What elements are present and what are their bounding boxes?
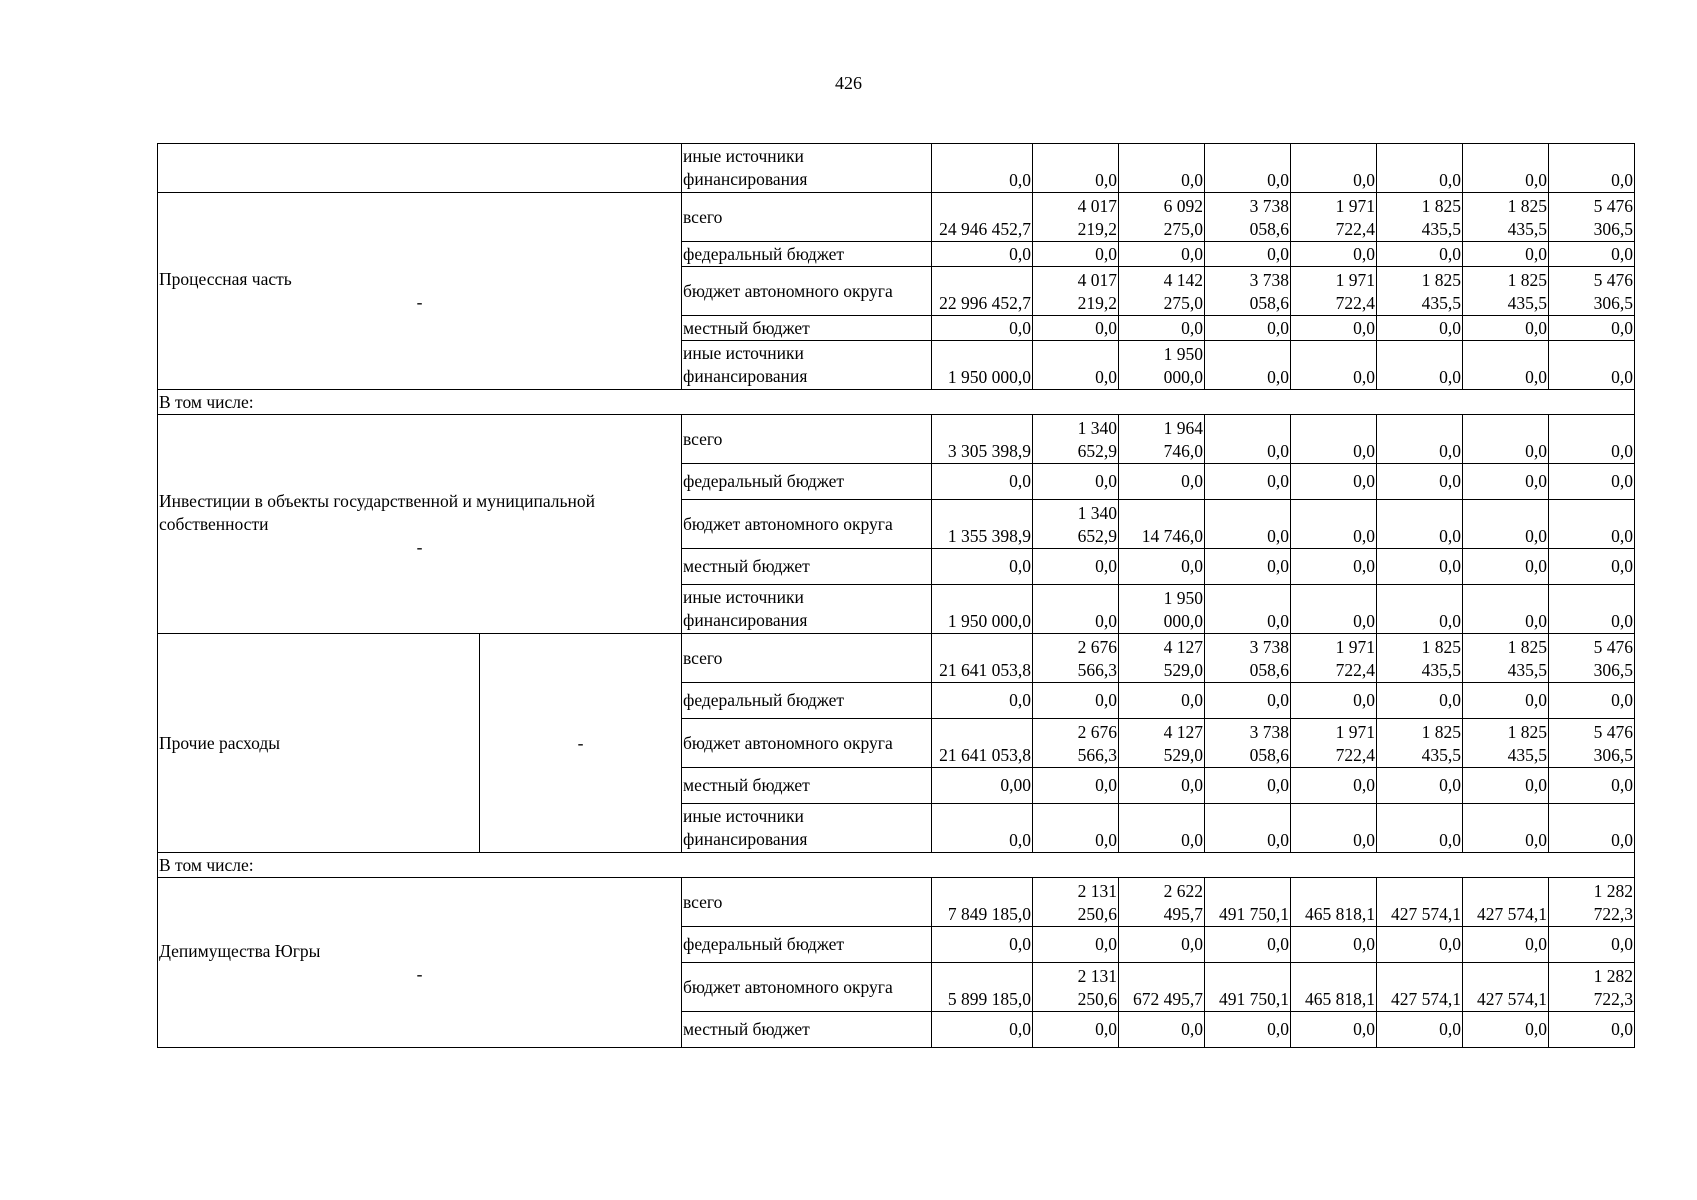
value-cell: 3 738 058,6 <box>1205 719 1291 768</box>
funding-source: местный бюджет <box>682 768 932 804</box>
value-cell: 0,0 <box>1033 242 1119 267</box>
value-cell: 0,0 <box>1291 341 1377 390</box>
funding-source: федеральный бюджет <box>682 927 932 963</box>
value-cell: 0,0 <box>1377 683 1463 719</box>
value-cell: 0,0 <box>932 1012 1033 1048</box>
executor-dash: - <box>416 536 423 557</box>
value-cell: 3 305 398,9 <box>932 415 1033 464</box>
value-cell: 0,0 <box>1549 683 1635 719</box>
value-cell: 0,0 <box>1377 242 1463 267</box>
value-cell: 1 340 652,9 <box>1033 500 1119 549</box>
value-cell: 0,0 <box>1291 927 1377 963</box>
value-cell: 0,0 <box>1119 549 1205 585</box>
value-cell: 1 971 722,4 <box>1291 267 1377 316</box>
value-cell: 0,0 <box>1205 500 1291 549</box>
value-cell: 0,0 <box>1377 768 1463 804</box>
funding-source: всего <box>682 415 932 464</box>
value-cell: 427 574,1 <box>1377 963 1463 1012</box>
value-cell: 22 996 452,7 <box>932 267 1033 316</box>
value-cell: 0,0 <box>1463 683 1549 719</box>
value-cell: 0,0 <box>1549 415 1635 464</box>
value-cell: 0,0 <box>932 804 1033 853</box>
funding-source: бюджет автономного округа <box>682 500 932 549</box>
program-name: Депимущества Югры <box>159 940 321 961</box>
value-cell: 0,0 <box>1119 683 1205 719</box>
value-cell: 1 825 435,5 <box>1463 719 1549 768</box>
value-cell: 1 950 000,0 <box>1119 585 1205 634</box>
funding-source: всего <box>682 878 932 927</box>
value-cell: 0,0 <box>1205 1012 1291 1048</box>
value-cell: 0,0 <box>1291 500 1377 549</box>
value-cell: 6 092 275,0 <box>1119 193 1205 242</box>
value-cell: 5 476 306,5 <box>1549 634 1635 683</box>
funding-source: федеральный бюджет <box>682 683 932 719</box>
value-cell: 0,0 <box>1463 242 1549 267</box>
program-name-cell <box>158 878 682 1048</box>
value-cell: 1 971 722,4 <box>1291 719 1377 768</box>
funding-source: всего <box>682 193 932 242</box>
value-cell: 0,0 <box>1549 341 1635 390</box>
value-cell: 0,0 <box>1033 804 1119 853</box>
table-row <box>158 144 1635 193</box>
value-cell: 465 818,1 <box>1291 963 1377 1012</box>
funding-source: иные источники финансирования <box>682 804 932 853</box>
value-cell: 7 849 185,0 <box>932 878 1033 927</box>
funding-source: иные источники финансирования <box>682 341 932 390</box>
table-row <box>158 878 1635 927</box>
value-cell: 2 131 250,6 <box>1033 963 1119 1012</box>
value-cell: 672 495,7 <box>1119 963 1205 1012</box>
value-cell: 0,0 <box>1377 144 1463 193</box>
value-cell: 0,0 <box>1549 316 1635 341</box>
value-cell: 0,0 <box>1549 804 1635 853</box>
value-cell: 1 340 652,9 <box>1033 415 1119 464</box>
value-cell: 0,0 <box>1291 415 1377 464</box>
value-cell: 1 825 435,5 <box>1463 267 1549 316</box>
value-cell: 1 825 435,5 <box>1377 267 1463 316</box>
table-row <box>158 853 1635 878</box>
value-cell: 0,0 <box>1119 316 1205 341</box>
value-cell: 0,0 <box>1463 585 1549 634</box>
value-cell: 0,0 <box>1033 1012 1119 1048</box>
value-cell: 0,0 <box>1549 768 1635 804</box>
value-cell: 0,0 <box>1549 927 1635 963</box>
value-cell: 4 017 219,2 <box>1033 193 1119 242</box>
value-cell: 0,0 <box>1291 144 1377 193</box>
table-row <box>158 634 1635 683</box>
funding-source: бюджет автономного округа <box>682 719 932 768</box>
value-cell: 0,0 <box>1033 144 1119 193</box>
value-cell: 0,0 <box>932 242 1033 267</box>
value-cell: 0,0 <box>1463 316 1549 341</box>
table-row <box>158 193 1635 242</box>
value-cell: 5 476 306,5 <box>1549 719 1635 768</box>
value-cell: 1 825 435,5 <box>1463 634 1549 683</box>
value-cell: 0,0 <box>1205 549 1291 585</box>
value-cell: 1 825 435,5 <box>1377 193 1463 242</box>
value-cell: 1 825 435,5 <box>1377 719 1463 768</box>
executor-dash: - <box>416 963 423 984</box>
value-cell: 0,0 <box>1463 500 1549 549</box>
value-cell: 0,0 <box>1033 585 1119 634</box>
executor-dash-cell: - <box>480 634 682 853</box>
funding-source: федеральный бюджет <box>682 242 932 267</box>
value-cell: 1 950 000,0 <box>932 585 1033 634</box>
value-cell: 21 641 053,8 <box>932 719 1033 768</box>
value-cell: 0,0 <box>1377 415 1463 464</box>
funding-source: местный бюджет <box>682 1012 932 1048</box>
value-cell: 0,0 <box>1291 1012 1377 1048</box>
page-number: 426 <box>835 73 862 93</box>
funding-source: федеральный бюджет <box>682 464 932 500</box>
value-cell: 0,0 <box>932 144 1033 193</box>
value-cell: 0,0 <box>1291 464 1377 500</box>
value-cell: 0,0 <box>1291 585 1377 634</box>
value-cell: 0,0 <box>1549 585 1635 634</box>
funding-source: иные источники финансирования <box>682 585 932 634</box>
value-cell: 0,0 <box>1463 415 1549 464</box>
table-row <box>158 390 1635 415</box>
value-cell: 0,0 <box>1463 341 1549 390</box>
program-name-cell <box>158 634 480 853</box>
value-cell: 427 574,1 <box>1463 878 1549 927</box>
value-cell: 3 738 058,6 <box>1205 193 1291 242</box>
value-cell: 0,0 <box>1205 415 1291 464</box>
value-cell: 0,0 <box>1463 144 1549 193</box>
value-cell: 0,0 <box>1033 341 1119 390</box>
value-cell: 4 127 529,0 <box>1119 719 1205 768</box>
value-cell: 0,0 <box>1205 927 1291 963</box>
value-cell: 0,0 <box>1463 464 1549 500</box>
funding-source: бюджет автономного округа <box>682 267 932 316</box>
value-cell: 0,0 <box>1377 804 1463 853</box>
value-cell: 0,0 <box>1291 768 1377 804</box>
value-cell: 21 641 053,8 <box>932 634 1033 683</box>
value-cell: 427 574,1 <box>1463 963 1549 1012</box>
value-cell: 0,0 <box>1205 316 1291 341</box>
value-cell: 1 825 435,5 <box>1377 634 1463 683</box>
value-cell: 0,0 <box>1033 316 1119 341</box>
value-cell: 491 750,1 <box>1205 878 1291 927</box>
value-cell: 0,0 <box>932 927 1033 963</box>
value-cell: 0,0 <box>1463 768 1549 804</box>
value-cell: 0,0 <box>932 316 1033 341</box>
value-cell: 0,0 <box>1205 464 1291 500</box>
table-row <box>158 415 1635 464</box>
value-cell: 465 818,1 <box>1291 878 1377 927</box>
value-cell: 0,0 <box>1033 768 1119 804</box>
value-cell: 0,0 <box>1463 549 1549 585</box>
value-cell: 4 017 219,2 <box>1033 267 1119 316</box>
funding-source: всего <box>682 634 932 683</box>
value-cell: 0,0 <box>1119 927 1205 963</box>
value-cell: 5 476 306,5 <box>1549 267 1635 316</box>
value-cell: 0,0 <box>1119 768 1205 804</box>
value-cell: 0,0 <box>1033 927 1119 963</box>
section-label: В том числе: <box>158 853 1635 878</box>
executor-dash: - <box>416 292 423 312</box>
value-cell: 0,0 <box>1033 549 1119 585</box>
value-cell: 0,0 <box>1377 316 1463 341</box>
program-name: Инвестиции в объекты государственной и муниципальной собственности <box>159 490 595 534</box>
value-cell: 0,00 <box>932 768 1033 804</box>
value-cell: 0,0 <box>1291 242 1377 267</box>
value-cell: 1 282 722,3 <box>1549 878 1635 927</box>
value-cell: 0,0 <box>1377 927 1463 963</box>
value-cell: 0,0 <box>1549 1012 1635 1048</box>
program-name: Процессная часть <box>159 269 292 289</box>
value-cell: 0,0 <box>1549 242 1635 267</box>
value-cell: 0,0 <box>1205 683 1291 719</box>
value-cell: 14 746,0 <box>1119 500 1205 549</box>
value-cell: 1 964 746,0 <box>1119 415 1205 464</box>
value-cell: 0,0 <box>1463 804 1549 853</box>
value-cell: 0,0 <box>1205 242 1291 267</box>
value-cell: 1 971 722,4 <box>1291 193 1377 242</box>
program-name: Прочие расходы <box>159 732 281 753</box>
value-cell: 0,0 <box>1549 500 1635 549</box>
value-cell: 0,0 <box>1291 683 1377 719</box>
value-cell: 2 676 566,3 <box>1033 719 1119 768</box>
value-cell: 0,0 <box>1463 927 1549 963</box>
budget-table <box>157 143 1635 1048</box>
value-cell: 0,0 <box>1119 464 1205 500</box>
value-cell: 491 750,1 <box>1205 963 1291 1012</box>
value-cell: 0,0 <box>1291 804 1377 853</box>
funding-source: бюджет автономного округа <box>682 963 932 1012</box>
value-cell: 0,0 <box>932 464 1033 500</box>
funding-source: местный бюджет <box>682 316 932 341</box>
value-cell: 0,0 <box>1119 242 1205 267</box>
value-cell: 5 476 306,5 <box>1549 193 1635 242</box>
value-cell: 0,0 <box>1463 1012 1549 1048</box>
value-cell: 3 738 058,6 <box>1205 634 1291 683</box>
value-cell: 0,0 <box>932 549 1033 585</box>
value-cell: 0,0 <box>1377 500 1463 549</box>
value-cell: 0,0 <box>1119 144 1205 193</box>
empty-cell <box>158 144 682 193</box>
funding-source: местный бюджет <box>682 549 932 585</box>
value-cell: 2 131 250,6 <box>1033 878 1119 927</box>
value-cell: 24 946 452,7 <box>932 193 1033 242</box>
value-cell: 1 355 398,9 <box>932 500 1033 549</box>
value-cell: 1 950 000,0 <box>1119 341 1205 390</box>
value-cell: 3 738 058,6 <box>1205 267 1291 316</box>
value-cell: 0,0 <box>1377 585 1463 634</box>
value-cell: 0,0 <box>932 683 1033 719</box>
value-cell: 0,0 <box>1205 804 1291 853</box>
value-cell: 0,0 <box>1033 464 1119 500</box>
value-cell: 1 825 435,5 <box>1463 193 1549 242</box>
value-cell: 0,0 <box>1119 804 1205 853</box>
value-cell: 0,0 <box>1377 464 1463 500</box>
value-cell: 0,0 <box>1549 549 1635 585</box>
value-cell: 2 676 566,3 <box>1033 634 1119 683</box>
value-cell: 0,0 <box>1549 464 1635 500</box>
value-cell: 0,0 <box>1119 1012 1205 1048</box>
value-cell: 0,0 <box>1291 549 1377 585</box>
value-cell: 0,0 <box>1377 341 1463 390</box>
program-name-cell <box>158 415 682 634</box>
value-cell: 0,0 <box>1205 768 1291 804</box>
value-cell: 427 574,1 <box>1377 878 1463 927</box>
value-cell: 0,0 <box>1377 549 1463 585</box>
value-cell: 0,0 <box>1205 341 1291 390</box>
program-name-cell <box>158 193 682 390</box>
value-cell: 0,0 <box>1033 683 1119 719</box>
value-cell: 0,0 <box>1549 144 1635 193</box>
value-cell: 0,0 <box>1205 144 1291 193</box>
value-cell: 2 622 495,7 <box>1119 878 1205 927</box>
value-cell: 4 127 529,0 <box>1119 634 1205 683</box>
value-cell: 5 899 185,0 <box>932 963 1033 1012</box>
value-cell: 1 971 722,4 <box>1291 634 1377 683</box>
value-cell: 0,0 <box>1377 1012 1463 1048</box>
section-label: В том числе: <box>158 390 1635 415</box>
value-cell: 0,0 <box>1291 316 1377 341</box>
value-cell: 1 950 000,0 <box>932 341 1033 390</box>
funding-source: иные источники финансирования <box>682 144 932 193</box>
value-cell: 0,0 <box>1205 585 1291 634</box>
value-cell: 1 282 722,3 <box>1549 963 1635 1012</box>
value-cell: 4 142 275,0 <box>1119 267 1205 316</box>
